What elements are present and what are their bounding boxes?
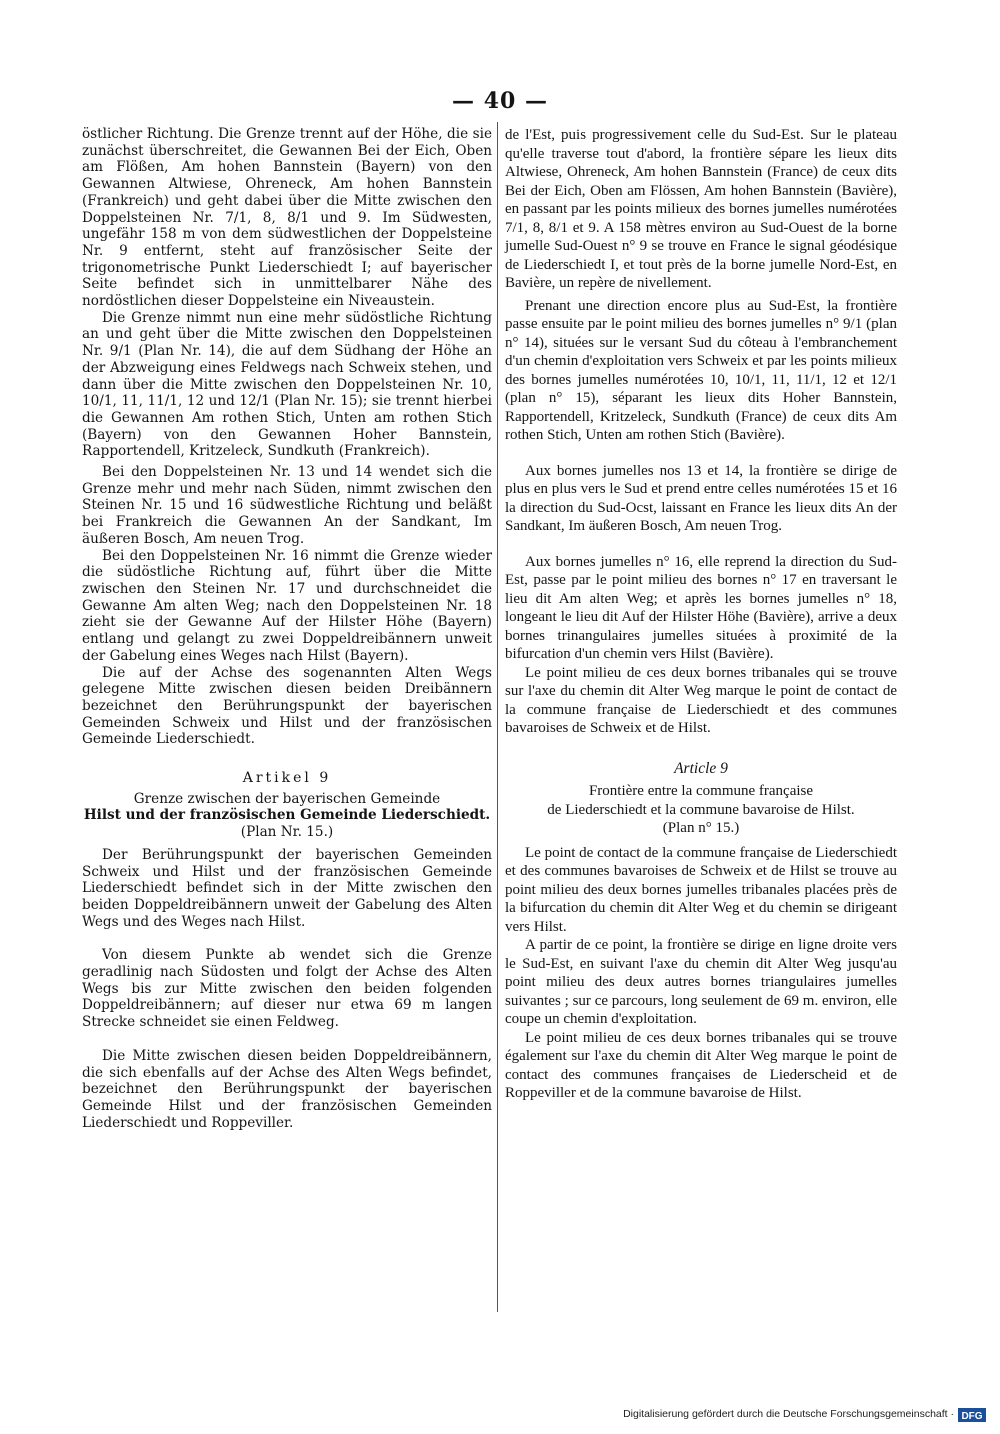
french-paragraph-4: Aux bornes jumelles n° 16, elle reprend la direction du Sud-Est, passe par le point milieu des bornes n° 17 en traversant le lieu dit Am alten Weg; et après les bornes jumelles n° 18, longeant le lieu dit Auf der Hilster Höhe (Bavière), arrive a deux bornes trinangulaires jumelles situées à proximité de la bifurcation d'un chemin vers Hilst (Bavière). xyxy=(505,553,897,662)
german-paragraph-1: östlicher Richtung. Die Grenze trennt auf der Höhe, die sie zunächst überschreitet, die Gewannen Bei der Eich, Oben am Flößen, Am hohen Bannstein (Bayern) von den Gewannen Altwiese, Ohreneck, Am hohen Bannstein (Frankreich) und geht dabei über die Mitte zwischen den Doppelsteinen Nr. 7/1, 8, 8/1 und 9. Im Südwesten, ungefähr 158 m von dem südwestlichen der Doppelsteine Nr. 9 entfernt, steht auf französischer Seite der trigonometrische Punkt Liederschiedt I; auf bayerischer Seite befindet sich in unmittelbarer Nähe des nordöstlichen dieser Doppelsteine ein Niveaustein. xyxy=(82,126,492,310)
page-number: — 40 — xyxy=(452,88,548,114)
german-article-title: Artikel 9 xyxy=(242,770,332,787)
french-paragraph-6: Le point de contact de la commune française de Liederschiedt et des communes bavaroises de Schweix et de Hilst se trouve au point milieu des deux bornes jumelles tribanales placées près de la bifurcation du chemin dit Alter Weg et du chemin se dirigeant vers Hilst. xyxy=(505,844,897,935)
french-article-plan: (Plan n° 15.) xyxy=(662,820,740,836)
french-column xyxy=(505,126,897,1103)
german-paragraph-6: Der Berührungspunkt der bayerischen Gemeinden Schweix und Hilst und der französischen Gemeinde Liederschiedt befindet sich in der Mitte zwischen den beiden Doppeldreibännern unweit der Gabelung des Alten Wegs und des Weges nach Hilst. xyxy=(82,846,492,930)
french-article-subtitle-line-1: Frontière entre la commune française xyxy=(588,783,814,799)
german-article-subtitle-line-2: Hilst und der französischen Gemeinde Liederschiedt. xyxy=(83,807,491,824)
german-paragraph-8: Die Mitte zwischen diesen beiden Doppeldreibännern, die sich ebenfalls auf der Achse des Alten Wegs befindet, bezeichnet den Berührungspunkt der bayerischen Gemeinde Hilst und der französischen Gemeinden Liederschiedt und Roppeviller. xyxy=(82,1047,492,1131)
german-paragraph-3: Bei den Doppelsteinen Nr. 13 und 14 wendet sich die Grenze mehr und mehr nach Süden, nimmt zwischen den Steinen Nr. 15 und 16 südwestliche Richtung und beläßt bei Frankreich die Gewannen An der Sandkant, Im äußeren Bosch, Am neuen Trog. xyxy=(82,464,492,547)
german-article-subtitle xyxy=(82,791,492,841)
dfg-logo-icon xyxy=(958,1408,986,1422)
german-paragraph-2: Die Grenze nimmt nun eine mehr südöstliche Richtung an und geht über die Mitte zwischen den Doppelsteinen Nr. 9/1 (Plan Nr. 14), die auf dem Südhang der Höhe an der Abzweigung eines Feldwegs nach Schweix stehen, und dann über die Mitte zwischen den Doppelsteinen Nr. 10, 10/1, 11, 11/1, 12 und 12/1 (Plan Nr. 15); sie trennt hierbei die Gewannen Am rothen Stich, Unten am rothen Stich (Bayern) von den Gewannen Hoher Bannstein, Rapportendell, Kritzeleck, Sundkuth (Frankreich). xyxy=(82,309,492,460)
german-article-subtitle-line-1: Grenze zwischen der bayerischen Gemeinde xyxy=(133,790,441,807)
french-paragraph-5: Le point milieu de ces deux bornes tribanales qui se trouve sur l'axe du chemin dit Alter Weg marque le point de contact de la commune française de Liederschiedt et des communes bavaroises de Schweix et de Hilst. xyxy=(505,664,897,736)
french-paragraph-2: Prenant une direction encore plus au Sud-Est, la frontière passe ensuite par le point milieu des bornes jumelles n° 9/1 (plan n° 14), situées sur le versant Sud du côteau à l'embranchement d'un chemin d'exploitation vers Schweix et par les points milieux des bornes jumelles numérotées 10, 10/1, 11, 11/1, 12 et 12/1 (plan n° 15), séparant les lieux dits Hoher Bannstein, Rapportendell, Kritzeleck, Sundkuth (France) de ceux dits Am rothen Stich, Unten am rothen Stich (Bavière). xyxy=(505,297,897,443)
german-paragraph-7: Von diesem Punkte ab wendet sich die Grenze geradlinig nach Südosten und folgt der Achse des Alten Wegs bis zur Mitte zwischen den beiden folgenden Doppeldreibännern; auf dieser nur etwa 69 m langen Strecke schneidet sie einen Feldweg. xyxy=(82,947,492,1031)
french-paragraph-3: Aux bornes jumelles nos 13 et 14, la frontière se dirige de plus en plus vers le Sud et prend entre celles numérotées 15 et 16 la direction du Sud-Ocst, laissant en France les lieux dits An der Sandkant, Im äußeren Bosch, Am neuen Trog. xyxy=(505,462,897,534)
french-paragraph-8: Le point milieu de ces deux bornes tribanales qui se trouve également sur l'axe du chemin dit Alter Weg marque le point de contact des communes françaises de Liederscheid et de Roppeviller et de la commune bavaroise de Hilst. xyxy=(505,1029,897,1101)
digitization-credit: Digitalisierung gefördert durch die Deutsche Forschungsgemeinschaft · xyxy=(623,1408,954,1420)
german-paragraph-4: Bei den Doppelsteinen Nr. 16 nimmt die Grenze wieder die südöstliche Richtung auf, führt über die Mitte zwischen den Steinen Nr. 17 und durchschneidet die Gewanne Am alten Weg; nach den Doppelsteinen Nr. 18 zieht sie der Gewanne Auf der Hilster Höhe (Bayern) entlang und gelangt zu zwei Doppeldreibännern unweit der Gabelung eines Weges nach Hilst (Bayern). xyxy=(82,547,492,664)
french-article-subtitle-line-2: de Liederschiedt et la commune bavaroise de Hilst. xyxy=(547,801,855,818)
french-paragraph-1: de l'Est, puis progressivement celle du Sud-Est. Sur le plateau qu'elle traverse tout d'abord, la frontière sépare les lieux dits Altwiese, Ohreneck, Am hohen Bannstein (France) de ceux dits Bei der Eich, Oben am Flössen, Am hohen Bannstein (Bavière), en passant par les points milieux des bornes jumelles numérotées 7/1, 8, 8/1 et 9. A 158 mètres environ au Sud-Ouest de la borne jumelle Sud-Ouest n° 9 se trouve en France le signal géodésique de Liederschiedt I, et tout près de la borne jumelle Nord-Est, en Bavière, un repère de nivellement. xyxy=(505,127,897,291)
column-divider xyxy=(497,122,498,1312)
german-paragraph-5: Die auf der Achse des sogenannten Alten Wegs gelegene Mitte zwischen diesen beiden Dreibännern bezeichnet den Berührungspunkt der bayerischen Gemeinden Schweix und Hilst und der französischen Gemeinde Liederschiedt. xyxy=(82,664,492,748)
french-paragraph-7: A partir de ce point, la frontière se dirige en ligne droite vers le Sud-Est, en suivant l'axe du chemin dit Alter Weg jusqu'au point milieu des deux autres bornes triangulaires jumelles suivantes ; sur ce parcours, long seulement de 69 m. environ, elle coupe un chemin d'exploitation. xyxy=(505,937,897,1027)
dfg-logo-text: DFG xyxy=(961,1411,983,1422)
french-article-title: Article 9 xyxy=(674,759,728,777)
german-column xyxy=(82,126,492,1131)
german-article-plan: (Plan Nr. 15.) xyxy=(240,824,334,841)
french-article-subtitle xyxy=(505,782,897,838)
